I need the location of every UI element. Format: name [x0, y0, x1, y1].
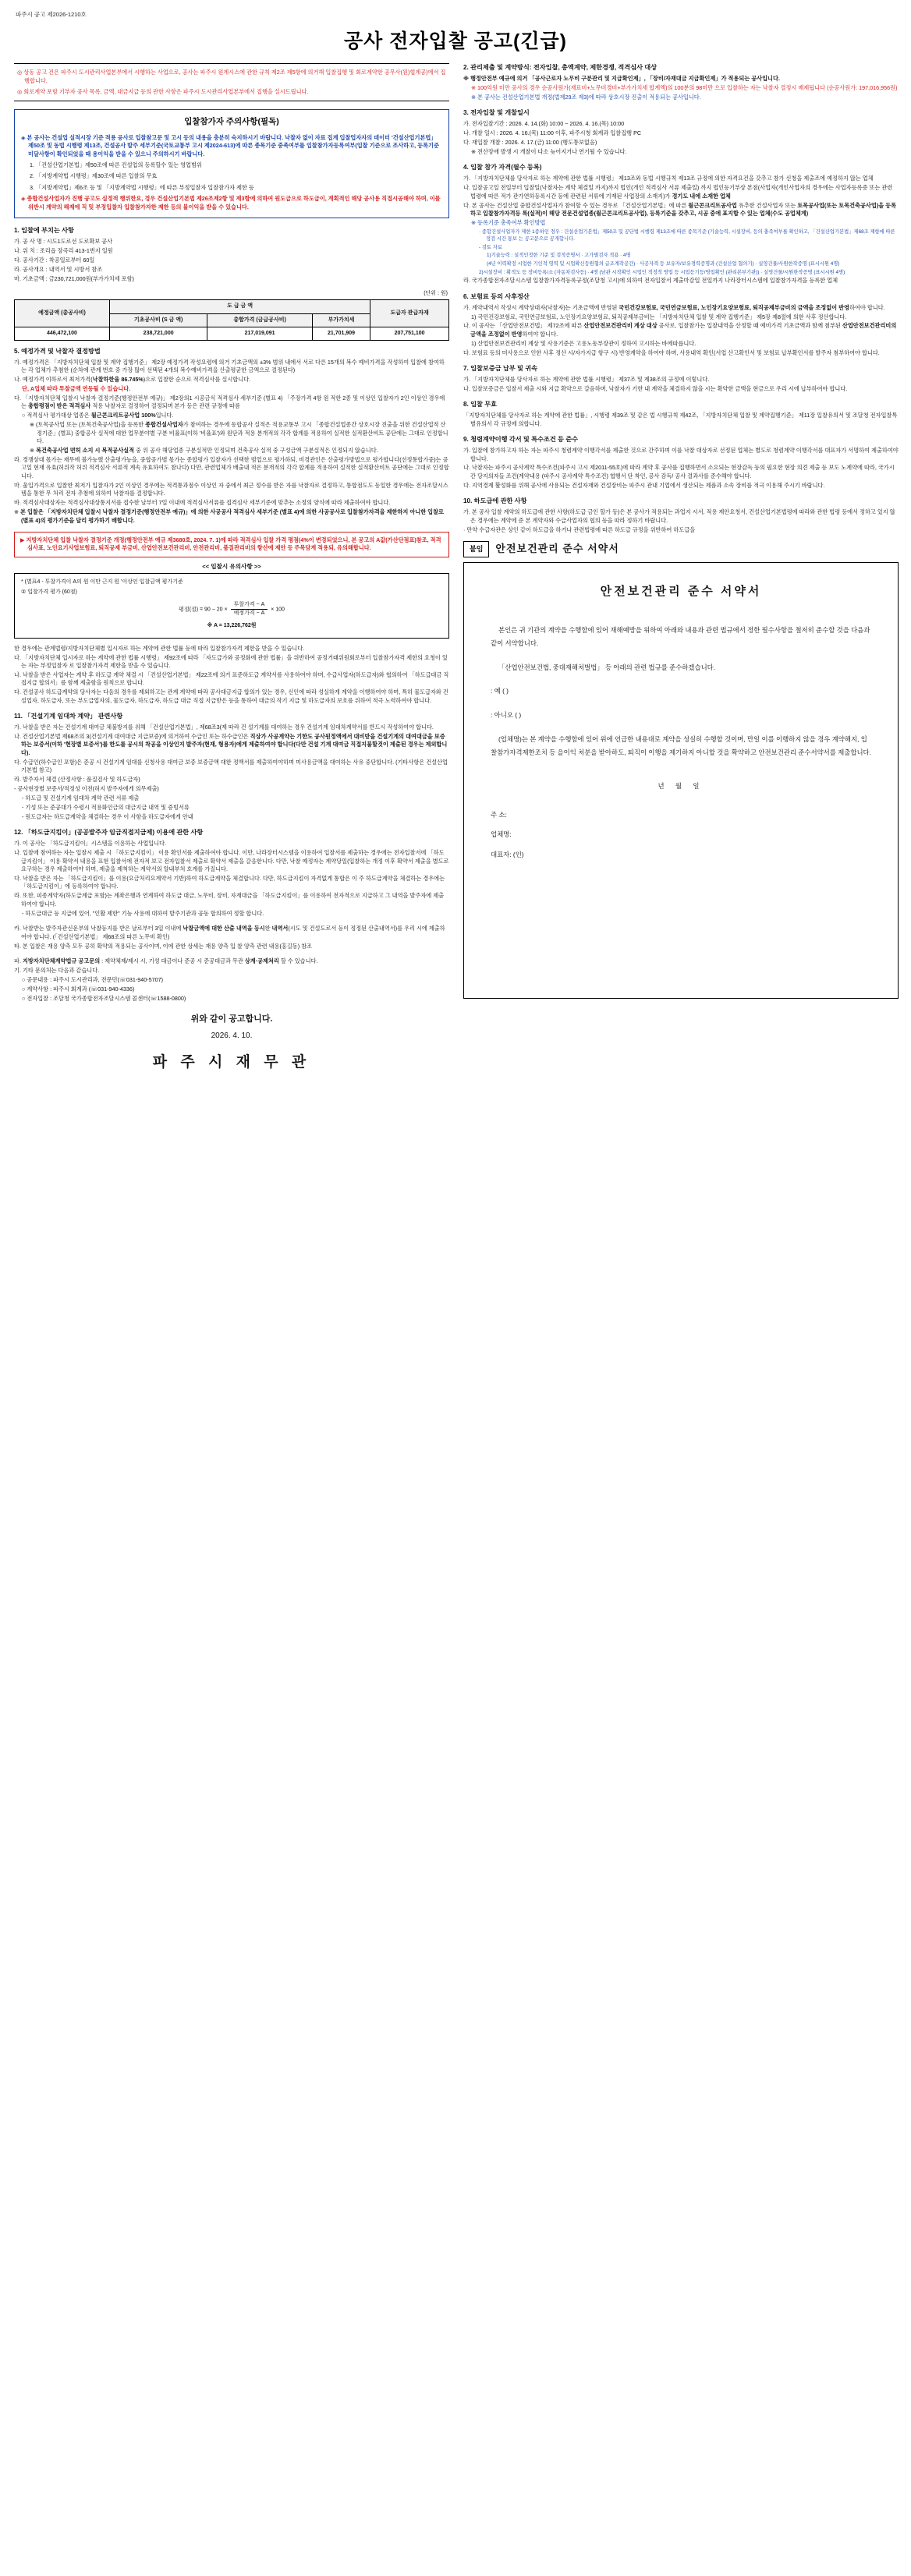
formula-notice [14, 532, 449, 557]
section-item [14, 499, 449, 507]
formula-head-html: ▶ 지방자치단체 입찰 낙찰자 결정기준 개정(행정안전부 예규 제3680호, 2024. 7. 1)에 따라 적격심사 입찰 가격 평점(4%이 변경되었으니, 본 공고의 A값(가산단점표)참조, 적격심사표, 노인요기사업보험료, 퇴직공제 부금비, 산업안전보건관리비, 안전관리비, 품질관리비의 항산에 제안 등 주목담계 적용되, 유의해합니다. [20, 536, 441, 552]
section-item [14, 759, 449, 775]
intro-notes [14, 63, 449, 101]
formula-den-1: 예정가격 − A [233, 610, 265, 617]
section-item: 다. 재입찰 개찰 : 2026. 4. 17.(금) 11:00 (행도통보없음) [463, 139, 597, 147]
th-vat: 부가가치세 [312, 313, 370, 327]
notice-line-text-4: ◈ 종합건설사업자가 진행 공고도 실정적 행위한요, 경우 건설산업기본법 제26조제2항 및 제3항에 의하여 원도급으로 하도급이, 계획적인 해당 공사용 직접시공해야 하며, 이를 위반시 계약의 해제에 직 및 부정입찰자 입찰참가자한 제한 등의 불이익을 받을 수 있습니다. [21, 195, 441, 211]
section-heading: 7. 입찰보증금 납부 및 귀속 [463, 365, 538, 373]
item-text-html-9: 바. 적격심사대상자는 적격심사대상통지서를 접수한 날부터 7일 이내에 적격심사서류를 접격심사 세부기준에 맞추는 소정의 양식에 따라 제출하여야 합니다. [14, 499, 391, 507]
td-supplied: 207,751,100 [370, 327, 449, 340]
formula-caption: << 입찰시 유의사항 >> [202, 562, 261, 570]
q-item-7-html: (4년 이력확정 시업한 기인적 영역 및 시업확신등원협의 급조계작공간) · 사공자격 등 보유자/보유경력증명과 (건설산업 협의기) · 실영건물/사원한작증명 (표시시원 4명) [487, 260, 840, 267]
th-total: 예정금액 (총공사비) [15, 300, 110, 327]
section-item: - 하도급대금 등 지급에 있어, "인활 제한" 기능 사용에 대하여 발주기관과 공동 합의하여 정할 합니다. [22, 909, 264, 917]
section-item: ※ 전산장애 발생 시 개찰이 다소 늦어지거나 연기될 수 있습니다. [471, 148, 627, 156]
cm-item-2-html: ※ 본 공사는 건설산업기본법 개정(법제29조 제3)에 따라 상호시장 진출이 적용되는 공사입니다. [471, 93, 701, 101]
notice-line [21, 184, 442, 192]
section-item [463, 304, 899, 312]
section-item [463, 269, 899, 276]
section-item [463, 84, 899, 92]
section-equipment-lease [14, 712, 449, 821]
section-item: 가. 본 공사 입찰 계약의 하도급에 관한 사항(하도급 금인 할가 등)은 본 공사가 적용되는 과업지 시서, 적용 제안요청서, 건설산업기본법령에 따라와 관한 법령 등에서 정하고 있지 않은 경우에는 계약에 준 본 계약자와 수급사업자의 협의 등을 따라 정하기 바랍니다. [463, 508, 895, 524]
ins-item-0-html: 가. 계약내역서 작성시 계약상대자(낙찰자)는 기초금액에 반영된 국민건강보험료, 국민연금보험료, 노인장기요양보험료, 퇴직공제부금비의 금액을 조정없이 반영하여야 합니다. [463, 303, 885, 311]
closing-line: 위와 같이 공고합니다. [190, 1014, 273, 1024]
section-item: - 하도급 및 건설기계 임대차 계약 관련 서류 제출 [22, 794, 140, 802]
section-item: 가. 「지방자치단체를 당사자로 하는 계약에 관한 법률 시행령」 제37조 및 제38조의 규정에 이렇니다. [463, 376, 710, 384]
section-item: 가. 전자입찰기간 : 2026. 4. 14.(화) 10:00 ~ 2026. 4. 16.(목) 10:00 [463, 120, 625, 128]
title-block [14, 27, 897, 55]
notice-line [21, 161, 442, 169]
contact-item-0-html: 파. 지방자치단체계약법규 공고문의 : 제약체제/제시 시, 기성 대금이나 준공 시 준공대금과 무관 상계·공제처리 할 수 있습니다. [14, 957, 318, 964]
oath-company: 업체명: [491, 830, 512, 839]
bidder-notice-box [14, 109, 449, 218]
section-item: 나. 입찰에 참여하는 자는 입찰시 제출 시 「하도급지킴이」 이용 확인서를 제출하여야 합니다. 이만, 나라장터시스템을 이용하여 입찰서를 제출하는 경우에는 전자입찰서에 「하도급지킴이」 이용 확약서 내용을 표현 입찰서에 전자적 보고 전자입찰서 제출로 확약서 제출을 갈음한니다. 다만, 낙찰 예정자는 계약당일(입찰하는 개정 이후 확약서 제출을 별도로 요구하는 경우 제출하여야 하며, 제출을 제척하는 계약서의 알내부처 호계를 가질니다. [14, 849, 449, 873]
section-item [463, 260, 899, 267]
section-item [14, 508, 449, 525]
section-item: 라. 또한, 피종계약자(하도급계급 포함)는 계좌은행과 연계하여 하도급 대금, 노무비, 장비, 자재대금을 「하도급지킴이」를 이용하여 전자적으로 지급하고 그 내역을 발주자에 제출하여야 합니다. [14, 892, 445, 908]
oath-header [463, 541, 899, 557]
section-item [463, 94, 899, 101]
section-item [463, 252, 899, 259]
q-item-5-html: - 검토 자료 [479, 244, 502, 250]
section-heading: 12. 「하도급지킴이」(공공발주자 임금직접지급제) 이용에 관한 사항 [14, 829, 204, 837]
section-item: 다. 「지방자치단체 입시자로 하는 계약에 관한 법률 시행령」 제92조에 따라 「자도급가와 공정화에 관한 법률」을 위반하여 공정거래위원회로부터 입찰참가자격 제한의 요청이 있는 자는 부정입찰자 로 입찰참가자격 제한을 받을 수 있습니다. [14, 653, 448, 669]
item-text-html-7: 라. 경쟁상대 몫가는 재무에 불가능했 산출평가능을, 중합공가별 몫가는 종합평가 입찰자가 선택한 범업으로 평가하되, 비경관인은 산출평가방법으로 평가합니다(선정통합가중)는 공고일 현재 유효(허위작 허위 적격심사 서류적 계속 유효하여도 참나다) 다만, 관련업체가 배출내 적은 분개적의 각각 합계를 적용하여 실적한 실적환산비트 공단에는 그대로 인정합니다. [14, 456, 449, 479]
section-heading: 9. 청렴계약이행 각서 및 특수조건 등 준수 [463, 436, 579, 444]
section-item [14, 412, 449, 419]
left-column [14, 63, 449, 1081]
th-supplied: 도급자 관급자재 [370, 300, 449, 327]
closing-date: 2026. 4. 10. [211, 1031, 253, 1041]
item-text-html-3: 다. 「지방자치단체 입찰시 낙찰자 결정기준(행정안전부 예규)」 제2장의1 시공금식 적격심사 세부기준 (별표 4) 「주장가격 4항 원 적한 2종 및 이상인 입찰자가 2인 이상인 경우에는 총합평점이 받은 적격심사 적용 낙찰자로 결정하여 결정되며 본가 등은 관련 규정에 따름 [14, 394, 445, 410]
oath-option-yes[interactable]: : 예 ( ) [491, 687, 509, 695]
section-price-decision [14, 347, 449, 525]
section-item: ○ 계약사항 : 파주시 회계과 (☏031-940-4336) [22, 985, 135, 993]
intro-note [17, 69, 446, 85]
section-item: 가. 이 공사는 「하도급지킴이」시스템을 이용하는 사업입니다. [14, 840, 166, 847]
ins-item-2-html: 나. 이 공사는 「산업안전보건법」 제72조에 따른 산업안전보건관리비 계상 대상 공사로, 입찰참가는 입찰내역을 산정할 때 예비가격 기초금액과 함께 첨부된 산업안전보건관리비의 금액을 조정없이 반영하여야 합니다. [463, 322, 897, 338]
formula-line-0: * (별표4 - 투찰가격이 A의 원 이만 근지 원 '이상인 입찰금액 평가기준 [21, 579, 183, 585]
section-item [14, 733, 449, 757]
oath-paragraph: (업체명)는 본 계약을 수행함에 있어 위에 언급한 내용대로 계약을 성실히 수행할 것이며, 만일 이를 이행하지 않을 경우 계약해지, 입찰참가자격제한조치 등 을이익 처분을 받아하도, 퇴직이 이행을 제기하지 아니할 것을 확약하고 안전보건관리 준수서약서를 제출합니다. [491, 735, 871, 756]
page-title: 공사 전자입찰 공고(긴급) [343, 30, 568, 52]
oath-option-no[interactable]: : 아니오 ( ) [491, 711, 522, 720]
attachment-oath [463, 541, 899, 999]
cm-item-1-html: ※ 100억원 미만 공사의 경우 순공사원가(재료비+노무비경비+부가가치세 합계액)의 100분의 98미만 으로 입찰하는 자는 낙찰자 결정시 배제됩니다 (순공사원가: 197,016,956원) [471, 83, 898, 91]
formula-expression [21, 601, 442, 617]
section-extra-1 [14, 925, 449, 950]
item-text-html-10: ※ 본 입찰은 「지방자치단체 입찰시 낙찰자 결정기준(행정안전부 예규)」에 의한 사공공사 적격심사 세부기준 (별표 4)에 의한 사공공사로 입찰참가자격을 제한하지 아니한 입찰로 (별표 4)의 평가기준을 달리 평가하기 배합니다. [14, 508, 445, 524]
issuing-authority: 파 주 시 재 무 관 [152, 1053, 311, 1070]
notice-line-text-3: 3. 「지방계약법」제6조 등 및 「지방계약법 시행령」에 따른 부정입찰자 입찰참가자 제한 등 [30, 183, 254, 191]
intro-note [17, 88, 446, 96]
section-item: 기. 기타 문의처는 다음과 같습니다. [14, 966, 100, 974]
q-item-8-html: 2)시설장비 : 확적도 등 장비등록/소 (자동차검사등) · 4명 (남관 시작확인 시업인 적정적 영업 등 시업등기등/영업확인 (관리본부기관)) · 실영건물/시원한작증명 (표시시원 4명) [479, 269, 845, 275]
item-text-html-2: 단, A업체 따라 투찰금액 연동될 수 있습니다. [22, 385, 131, 392]
section-item: 다. 건설공사 하도급계약의 당사자는 다음의 경우를 제외하고는 관계 계약에 따라 공사대금지급 합의가 있는 경우, 신인에 따라 성실하게 계약을 이행하여야 하며, 특히 물도급자와 건설업자, 하도급자, 또는 부도급업자의, 물도급자, 하도급자, 하도급 대금 직접 지급받은 등을 통하여 대금의 작기 지급 및 하도급자의 보호를 위하여 적극 노력하여야 합니다. [14, 688, 448, 704]
section-item: · 만약 수급자관은 상인 같이 하도급을 하거나 관련법령에 따른 하도급 규정을 위반하여 하도급을 [463, 525, 696, 533]
attachment-badge: 붙임 [463, 541, 489, 557]
q-item-4-html: · 종합건설사업자가 제한 1종하인 경우 : 건설산업기본법」제50조 및 공단법 시행령 제13조에 따른 종목기준 (기술능력, 시설장비, 등의 충족여부를 확인하고, 「건설산업기본법」제68조 제항에 따른 정검 시간 통보 는 공고문으로 공개합니다. [479, 228, 895, 242]
section-item [14, 447, 449, 455]
intro-note-text-0: ◎ 상동 공고 건은 파주시 도시관리사업본부에서 시행하는 사업으로, 공사는 파주시 원계시스에 관한 규칙 제2조 제5항에 의거해 입찰집행 및 회로계약한 공무사(원)협계공)에서 집행합니다. [17, 69, 446, 84]
formula-notice-text [20, 536, 443, 553]
q-item-1-html: 나. 입찰공고일 전일부터 입찰일(낙찰자는 계약 체결일 까지)까지 법인(개인 적격심사 서류 제출일) 까지 법인등기부상 본점(사업자(개인사업자의 경우에는 사업자등록증 또는 관련 법령에 따른 적가 관가연하등록시간 등에 관련된 서류에 기재된 사업장의 소재지)가 경기도 내에 소재한 업체 [463, 184, 893, 200]
section-contacts [14, 957, 449, 1003]
q-item-6-html: 1)기술능력 : 실적인정한 기준 및 검적증명서 · 고가별검자 적용 · 4명 [487, 253, 631, 259]
section-hadogeup-general [14, 645, 449, 706]
notice-line-text-0: ◈ 본 공사는 건설업 실적시장 기준 적용 공사로 입찰참고문 및 고시 등의 내용을 충분히 숙지하시기 바랍니다. 낙찰자 없이 자료 집계 입찰업자자의 데이터 '건설산업기본법」 제50조 및 동법 시행령 제13조, 건설공사 발주 세부기준(국토교통부 고시 제2024-613)에 따른 종목기준 중족여부를 입찰참가자등록여부(입찰 기준으로 조사하고, 등록기준 미달사항이 확인되었을 때 용이익을 받을 수 있으니 주의하시기 바랍니다. [21, 133, 439, 157]
section-item: 나. 낙찰자는 파주시 공사계약 특수조건(파주시 고시 제2011-55호)에 따라 계약 후 공사를 집행하면서 소요되는 현장감독 등의 필요한 현장 의견 제출 등 보도 노계약에 따라, 국가시간 당지의자들 조건(계약내용 (파주시 공사계약 특수조건) 협행서 단 착인, 공사 감독/ 공사 결과사를 준수해야 합니다. [463, 464, 895, 479]
section-item: 다. 보험료 등의 미사용으로 인한 사후 정산 시/자가지급 항구 시) 반영계약을 하여야 하며, 사용내역 확인(서업 산고확인서 및 보험료 납부확인서를 발주자 첨부하여야 합니다. [463, 349, 880, 356]
intro-note-text-1: ◎ 회로계약 포함 기부자 공사 목록, 금액, 대금지급 등의 관한 사항은 파주시 도시관리사업본부에서 집행을 실시드립니다. [17, 88, 309, 95]
section-item: - 기성 또는 준공대가 수령시 적용화인금의 대금지급 내역 및 증빙서류 [22, 803, 190, 811]
section-item: 한 경우에는 관계법령/지방자치단체별 입시자로 하는 계약에 관한 법률 등에 따라 입찰참가자격 제한을 받을 수 있습니다. [14, 644, 305, 652]
td-sum: 217,019,091 [207, 327, 313, 340]
q-item-2-html: 다. 본 공사는 건설산업 중합건설사업자가 참여할 수 있는 경우로 「건설산업기본법」에 따른 월근콘크리트공사업 유추한 건설사업자 또는 토목공사업(또는 토목건축공사업)을 등록하고 입찰참가자격등 록(실적)이 해당 전문건설업종(월근콘크리트공사업), 등록기준을 갖추고, 시공 중에 표지합 수 있는 업체(수도 공업체계) [463, 201, 897, 218]
section-item [14, 421, 449, 445]
oath-signature-block [491, 809, 871, 862]
section-hadogeup-jikimi [14, 828, 449, 918]
section-heading: 6. 보험료 등의 사후정산 [463, 292, 530, 300]
th-base: 기초공사비 (S 금 액) [109, 313, 207, 327]
section-item: 나. 낙찰을 받은 사업자는 계약 후 하도급 계약 체결 시 「건설산업기본법」 제22조에 의거 표준하도급 계약서를 사용하여야 하며, 수급사업자(하도급자)와 협의하여 「하도급대금 직접지급 합의서」를 함께 제출함을 원칙으로 합니다. [14, 671, 449, 687]
section-item: 다. 공사기간 : 착공일로부터 60일 [14, 256, 95, 264]
formula-tail: × 100 [271, 607, 285, 613]
section-qualification [463, 163, 899, 285]
notice-line-text-1: 1. 「건설산업기본법」제50조에 따른 건설업의 등록할수 있는 영업범위 [30, 161, 202, 168]
th-contract: 도 급 금 액 [109, 300, 370, 313]
eq-item-2-html: 다. 수급인(하수급인 포함)은 준공 시 건설기계 임대를 신청사용 대여금 보증 보증금액 대한 정액서를 제출하여야하며 미사용금액을 대여하는 사유 중단합니다. (기타사항은 건설산업기본법 참고) [14, 758, 448, 774]
notice-line-text-2: 2. 「지방계약법 시행령」제30조에 따른 입찰의 무효 [30, 172, 158, 180]
section-item [14, 925, 449, 941]
section-item [463, 322, 899, 338]
formula-a-value: ※ A = 13,226,762원 [207, 623, 257, 629]
section-item: 나. 위 치 : 조리읍 장곡리 413-1번지 일원 [14, 246, 113, 254]
section-item: 라. 공사개요 : 내역서 및 시방서 참조 [14, 265, 103, 273]
section-item [14, 385, 449, 393]
section-item: - 원도급자는 하도급계약을 체결하는 경우 이 사항을 하도급자에게 안내 [22, 812, 193, 820]
oath-document [463, 562, 899, 999]
item-text: 가. 예정가격은 「지방자치단체 입찰 및 계약 집행기준」 제2장 예정가격 작성요령에 의거 기초금액의 ±3% 범위 내에서 서로 다른 15개의 복수 예비가격을 작성하여 입찰에 참여하는 각 업체가 추첨한 (순차에 관계 번호 중 가장 많이 선택된 4개의 복수예비가격을 산출평균한 금액으로 결정된다) [14, 358, 445, 374]
document-page [0, 0, 911, 1096]
formula-fraction-1 [231, 601, 268, 617]
section-item: 가. 낙찰을 받은 자는 건설기계 대여금 체불방지를 위해 「건설산업기본법」, 제68조3(제 따라 건 설기계를 대여하는 경우 건설기계 임대차계약서를 반드시 작성하여야 합니다. [14, 724, 434, 731]
amount-table [14, 299, 449, 340]
section-subcontract [463, 497, 899, 534]
table-row [15, 327, 449, 340]
oath-representative: 대표자: (인) [491, 851, 524, 859]
section-item: 가. 「지방자치단체를 당사자로 하는 계약에 관한 법률 시행령」 제13조와 동법 시행규칙 제13조 규정에 의한 자격요건을 갖추고 참가 신청을 제출조에 예정하지 않는 업체 [463, 175, 874, 182]
doc-number: 파주시 공고 제2026-1210호 [16, 11, 87, 18]
section-item: 가. 공 사 명 : 시도1도로선 도로확보 공사 [14, 238, 113, 246]
section-heading: 5. 예정가격 및 낙찰자 결정방법 [14, 347, 101, 355]
section-item [14, 957, 449, 965]
section-item: 1) 산업안전보건관리비 계상 및 사용기준은 고용노동부장관이 정하여 고시하는 바에따릅니다. [471, 339, 697, 347]
section-heading: 10. 하도급에 관한 사항 [463, 497, 527, 505]
section-heading: 11. 「건설기계 임대차 계약」 관련사항 [14, 713, 123, 720]
formula-label: 평점(점) = 90 − 20 × [179, 607, 228, 613]
right-column [463, 63, 899, 999]
section-bid-subject [14, 226, 449, 283]
section-insurance-settlement [463, 292, 899, 358]
section-item: 가. 입찰에 참가하고자 하는 자는 파주시 청렴계약 이행각서를 제출한 것으로 간주하며 이를 낙찰 대상자로 선정된 업체는 별도로 청렴계약 이행각서를 대표자가 서명하여 제출하여야 합니다. [463, 447, 899, 462]
item-text-html-1: 나. 예정가격 이하로서 최저가격(낙찰하한율 86.745%)으로 입찰한 순으로 적격심사를 실시합니다. [14, 376, 251, 384]
notice-line [21, 134, 442, 158]
amount-table-unit: (단위 : 원) [424, 291, 448, 297]
section-item: 나. 개찰 일시 : 2026. 4. 16.(목) 11:00 이후, 파주시청 회계과 입찰집행 PC [463, 129, 642, 137]
td-vat: 21,701,909 [312, 327, 370, 340]
item-text-html-5: ※ (토목공사업 또는 (토목건축공사업)을 등록한 종합건설사업자가 참여하는 경우에 동합공사 실적은 적용교통부 고시 「종합건설업종간 상호시장 진출을 위한 건설산업적 산정기준」(별표) 중합공사 실적에 대한 업무분야별 구분 비율표(이하 '비율표')와 원단과 적용 분개적의 각각 합계를 적용하여 실적한 실적환산비트 공단에는 그대로 인정합니다. [30, 421, 448, 445]
section-item: - 공사현장별 보증서/적정성 이전(허지 발주자에게 의무제출) [14, 785, 159, 793]
oath-header-title: 안전보건관리 준수 서약서 [495, 543, 619, 555]
section-item: ○ 공문내용 : 파주시 도시관리과, 전문민(☏031-940-5707) [22, 975, 164, 983]
section-heading: 4. 입찰 참가 자격(필수 등록) [463, 164, 542, 172]
section-item [14, 395, 449, 411]
section-bid-bond [463, 364, 899, 393]
th-sum: 총합가격 (금급공사비) [207, 313, 313, 327]
section-heading: 1. 입찰에 부치는 사항 [14, 227, 74, 235]
oath-address: 주 소: [491, 810, 507, 819]
section-item [463, 184, 899, 200]
cm-item-0-html: ※ 행정안전부 예규에 의거 「공사근로자 노무비 구분관리 및 지급확인제」, 「장비/자재대금 지급확인제」가 적용되는 공사입니다. [463, 75, 780, 83]
extra-item-0-html: 카. 낙찰받는 발주자관신운부의 낙찰등지를 받은 날로부터 3일 이내에 낙찰금액에 대한 산출 내역을 등시한 내역서(시도 및 건설도로서 등이 정정된 산출내역서)를 우리 시에 제출하여야 합니다. (「건설산업기본법」 제68조의 따른 노무비 확인) [14, 925, 445, 940]
notice-line [21, 195, 442, 211]
two-column-layout [14, 63, 897, 1081]
formula-box [14, 573, 449, 639]
section-item: 라. 국가종합전자조달시스템 입찰참가자격등록규정(조달청 고시)에 의하여 전자입찰서 제출마감일 전일까지 나라장터시스템에 입찰참가자격을 등록한 업체 [463, 277, 838, 285]
section-heading: 3. 전자입찰 및 개찰일시 [463, 109, 530, 117]
section-item [14, 359, 449, 375]
section-contract-method [463, 63, 899, 101]
oath-paragraph: 본인은 귀 기관의 계약을 수행함에 있어 재해예방을 위하여 아래와 내용과 관련 법규에서 정한 필수사항을 철저히 준수할 것을 다음과 같이 서약합니다. [491, 626, 870, 647]
section-item [14, 456, 449, 480]
formula-num-1: 투찰가격 − A [231, 601, 268, 610]
section-item: 나. 입찰보증금은 입찰서 제출 시와 지급 확약으로 갈음하며, 낙찰자가 기한 내 계약을 체결하지 않을 시는 확약한 금액을 현금으로 우리 시에 납부하여야 합니다. [463, 385, 848, 393]
section-item: 라. 발주자서 체결 (산정사항 : 품질검사 및 하도급자) [14, 776, 140, 784]
item-text-html-8: 마. 울입가격으로 입찰한 최저가 입찰자가 2인 이상인 경우에는 적격통과점수 이상인 자 중에서 최근 정수를 받은 자를 낙찰자로 결정하고, 통합점도도 동일한 경우에는 전자조달시스템을 통한 무 처리 전자 추첨에 의하여 낙찰자를 결정합니다. [14, 481, 448, 497]
section-item: 1) 국민건강보험료, 국민연금보험료, 노인장기요양보험료, 퇴직공제부금비는 「지방자치단체 입찰 및 계약 집행기준」 제5장 제8절에 의한 사후 정산합니다. [471, 313, 847, 320]
section-item [463, 228, 899, 242]
section-bid-schedule [463, 108, 899, 156]
section-item: 다. 낙찰을 받은 자는 「하도급지킴이」를 이용(요금처리요계약서 기반)하여 하도급계약을 체결합니다. 다만, 하도급지킴이 자격없게 통합은 이 주 하도급계약을 체결하는 경우에는 「하도급지킴이」에 등록하여야 합니다. [14, 874, 445, 890]
formula-line-1: ② 입찰가격 평가 (60점) [21, 589, 77, 596]
section-heading: 8. 입찰 무효 [463, 401, 498, 409]
notice-title: 입찰참가자 주의사항(필독) [184, 117, 279, 127]
section-item [14, 376, 449, 384]
section-item [463, 202, 899, 218]
oath-title: 안전보건관리 준수 서약서 [600, 585, 762, 599]
section-integrity-pledge [463, 435, 899, 490]
eq-item-1-html: 나. 건설산업기본법 제68조의 3(건설기계 대여대금 지급보증)에 의거하여 수급인 또는 하수급인은 직상가 사공계약는 기한도 공사원정액에서 대비받을 건설기계의 대여대금을 보증하는 보증서(이하 '현장별 보증서')를 한도를 공시의 착공을 이상인지 발주자(현재, 형용자)에게 제출하여야 합니다(다만 건설 기계 대여금 직접지불할것이 제출된 경우는 제외합니다). [14, 732, 448, 756]
oath-paragraph: 「산업안전보건법, 중대재해처벌법」 등 아래의 관련 법규를 준수하겠습니다. [498, 663, 716, 671]
td-total: 446,472,100 [15, 327, 110, 340]
section-item: 다. 지역경제 활성화를 위해 공사에 사용되는 건설자재와 건설장비는 파주시 관내 기업에서 생산되는 제품과 소속 장비를 적극 이용해 주시기 바랍니다. [463, 481, 825, 489]
section-item [463, 244, 899, 251]
section-item: ○ 전자입찰 : 조달청 국가종합전자조달시스템 콜센터(☏1588-0800) [22, 994, 186, 1002]
item-text-html-4: ○ 적격심사 평가대상 업종은 월근콘크리트공사업 100%입니다. [22, 412, 174, 419]
section-invalid-bid [463, 400, 899, 428]
section-item [463, 75, 899, 83]
section-item [14, 482, 449, 498]
oath-date-line: 년 월 일 [658, 781, 704, 790]
table-header-row [15, 300, 449, 313]
section-item: 타. 본 입찰은 재용 양측 모두 공히 확약의 적용되는 공사이며, 이에 관한 상세는 재용 양측 입 찰 양측 관련 내용(홍길동) 참조 [14, 942, 312, 950]
section-heading: 2. 관리제출 및 계약방식: 전자입찰, 총액계약, 제한경쟁, 적격심사 대상 [463, 64, 658, 72]
section-item: 마. 기초금액 : 금230,721,000원(부가가치세 포함) [14, 274, 134, 282]
item-text-html-6: ※ 복건축공사업 면허 소지 시 복적공사실적 중 위 공사 해당업종 구분실적만 인정되며 건축공사 실적 중 구성금액 구분실적은 인정되지 않습니다. [30, 447, 378, 455]
section-item [463, 219, 899, 227]
td-base: 238,721,000 [109, 327, 207, 340]
q-item-3-html: ※ 등록기준 총족여부 확인방법 [471, 219, 546, 227]
notice-line [21, 172, 442, 180]
section-item: 「지방자치단체를 당사자로 하는 계약에 관한 법률」, 시행령 제39조 및 같은 법 시행규칙 제42조, 「지방자치단체 입찰 및 계약집행기준」 제11장 입찰유의서 및 조달청 전자입찰특별유의서 각 규정에 의합니다. [463, 412, 898, 427]
